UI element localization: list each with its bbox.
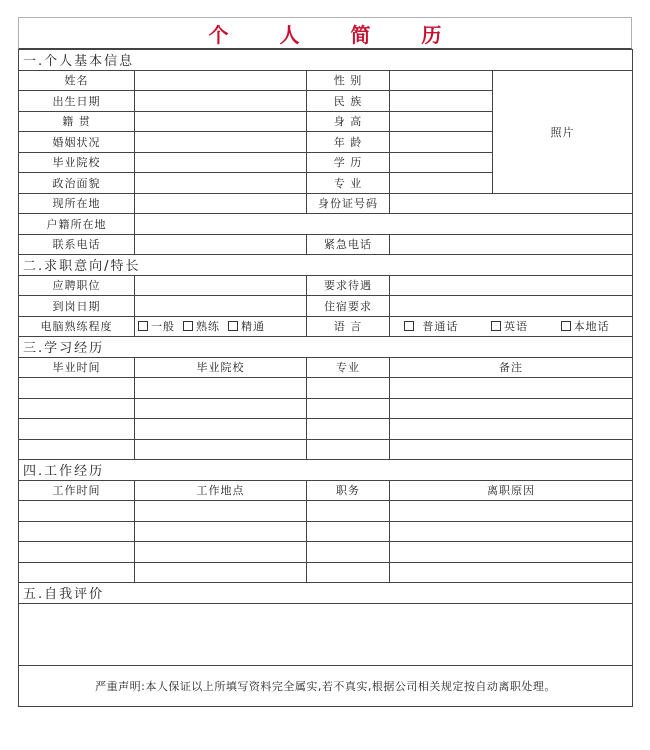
edu-cell[interactable] xyxy=(390,439,633,460)
work-header-time: 工作时间 xyxy=(19,480,135,501)
checkbox-computer-skilled[interactable]: 熟练 xyxy=(183,318,220,334)
work-cell[interactable] xyxy=(307,501,390,522)
work-cell[interactable] xyxy=(390,542,633,563)
field-address[interactable] xyxy=(135,193,307,214)
label-marital: 婚姻状况 xyxy=(19,132,135,153)
edu-row xyxy=(19,398,633,419)
checkbox-icon xyxy=(561,321,571,331)
label-phone: 联系电话 xyxy=(19,234,135,255)
section-basic-info: 一.个人基本信息 xyxy=(19,50,633,71)
work-cell[interactable] xyxy=(307,562,390,583)
field-birth-date[interactable] xyxy=(135,91,307,112)
checkbox-icon xyxy=(138,321,148,331)
checkbox-lang-english[interactable]: 英语 xyxy=(491,318,528,334)
label-political: 政治面貌 xyxy=(19,173,135,194)
field-name[interactable] xyxy=(135,70,307,91)
computer-options xyxy=(135,316,307,337)
work-cell[interactable] xyxy=(19,562,135,583)
title-row xyxy=(18,17,632,49)
edu-row xyxy=(19,439,633,460)
work-row xyxy=(19,521,633,542)
edu-cell[interactable] xyxy=(19,378,135,399)
work-row xyxy=(19,562,633,583)
edu-cell[interactable] xyxy=(135,378,307,399)
checkbox-computer-expert[interactable]: 精通 xyxy=(228,318,265,334)
edu-row xyxy=(19,419,633,440)
work-cell[interactable] xyxy=(19,521,135,542)
edu-cell[interactable] xyxy=(390,378,633,399)
edu-cell[interactable] xyxy=(135,419,307,440)
field-school[interactable] xyxy=(135,152,307,173)
label-emergency: 紧急电话 xyxy=(307,234,390,255)
label-school: 毕业院校 xyxy=(19,152,135,173)
label-gender: 性 别 xyxy=(307,70,390,91)
declaration: 严重声明:本人保证以上所填写资料完全属实,若不真实,根据公司相关规定按自动离职处理。 xyxy=(19,665,633,706)
field-major[interactable] xyxy=(390,173,493,194)
checkbox-icon xyxy=(404,321,414,331)
language-options xyxy=(390,316,633,337)
label-start-date: 到岗日期 xyxy=(19,296,135,317)
label-position: 应聘职位 xyxy=(19,275,135,296)
work-cell[interactable] xyxy=(135,542,307,563)
label-language: 语 言 xyxy=(307,316,390,337)
work-row xyxy=(19,542,633,563)
label-hukou: 户籍所在地 xyxy=(19,214,135,235)
field-age[interactable] xyxy=(390,132,493,153)
checkbox-lang-local[interactable]: 本地话 xyxy=(561,318,610,334)
field-marital[interactable] xyxy=(135,132,307,153)
checkbox-icon xyxy=(183,321,193,331)
label-degree: 学 历 xyxy=(307,152,390,173)
work-cell[interactable] xyxy=(390,521,633,542)
work-cell[interactable] xyxy=(135,501,307,522)
section-self-eval: 五.自我评价 xyxy=(19,583,633,604)
work-cell[interactable] xyxy=(307,521,390,542)
field-position[interactable] xyxy=(135,275,307,296)
field-salary[interactable] xyxy=(390,275,633,296)
label-address: 现所在地 xyxy=(19,193,135,214)
field-gender[interactable] xyxy=(390,70,493,91)
edu-row xyxy=(19,378,633,399)
work-header-location: 工作地点 xyxy=(135,480,307,501)
field-hukou[interactable] xyxy=(135,214,633,235)
field-phone[interactable] xyxy=(135,234,307,255)
label-name: 姓名 xyxy=(19,70,135,91)
label-height: 身 高 xyxy=(307,111,390,132)
label-housing: 住宿要求 xyxy=(307,296,390,317)
edu-header-major: 专业 xyxy=(307,357,390,378)
work-cell[interactable] xyxy=(135,562,307,583)
field-political[interactable] xyxy=(135,173,307,194)
label-birth-date: 出生日期 xyxy=(19,91,135,112)
resume-table xyxy=(18,49,633,707)
checkbox-lang-mandarin[interactable]: 普通话 xyxy=(404,318,458,334)
label-native-place: 籍 贯 xyxy=(19,111,135,132)
edu-cell[interactable] xyxy=(307,439,390,460)
work-cell[interactable] xyxy=(307,542,390,563)
section-intent: 二.求职意向/特长 xyxy=(19,255,633,276)
label-age: 年 龄 xyxy=(307,132,390,153)
edu-cell[interactable] xyxy=(307,378,390,399)
work-cell[interactable] xyxy=(135,521,307,542)
edu-header-notes: 备注 xyxy=(390,357,633,378)
field-start-date[interactable] xyxy=(135,296,307,317)
field-height[interactable] xyxy=(390,111,493,132)
edu-cell[interactable] xyxy=(390,419,633,440)
edu-cell[interactable] xyxy=(19,398,135,419)
resume-sheet xyxy=(18,17,632,707)
work-cell[interactable] xyxy=(19,501,135,522)
checkbox-computer-basic[interactable]: 一般 xyxy=(138,318,175,334)
work-header-title: 职务 xyxy=(307,480,390,501)
edu-cell[interactable] xyxy=(390,398,633,419)
field-degree[interactable] xyxy=(390,152,493,173)
label-id-number: 身份证号码 xyxy=(307,193,390,214)
checkbox-icon xyxy=(228,321,238,331)
work-cell[interactable] xyxy=(390,501,633,522)
field-id-number[interactable] xyxy=(390,193,633,214)
edu-header-time: 毕业时间 xyxy=(19,357,135,378)
edu-cell[interactable] xyxy=(307,398,390,419)
field-native-place[interactable] xyxy=(135,111,307,132)
work-cell[interactable] xyxy=(19,542,135,563)
field-ethnicity[interactable] xyxy=(390,91,493,112)
field-emergency[interactable] xyxy=(390,234,633,255)
edu-cell[interactable] xyxy=(307,419,390,440)
label-major: 专 业 xyxy=(307,173,390,194)
label-computer: 电脑熟练程度 xyxy=(19,316,135,337)
edu-cell[interactable] xyxy=(19,439,135,460)
page-title: 个 人 简 历 xyxy=(208,22,464,47)
work-header-reason: 离职原因 xyxy=(390,480,633,501)
edu-cell[interactable] xyxy=(135,439,307,460)
section-education: 三.学习经历 xyxy=(19,337,633,358)
photo-cell[interactable]: 照片 xyxy=(493,70,633,193)
label-salary: 要求待遇 xyxy=(307,275,390,296)
edu-cell[interactable] xyxy=(135,398,307,419)
section-work: 四.工作经历 xyxy=(19,460,633,481)
work-cell[interactable] xyxy=(390,562,633,583)
self-eval-field[interactable] xyxy=(19,603,633,665)
work-row xyxy=(19,501,633,522)
edu-cell[interactable] xyxy=(19,419,135,440)
edu-header-school: 毕业院校 xyxy=(135,357,307,378)
checkbox-icon xyxy=(491,321,501,331)
field-housing[interactable] xyxy=(390,296,633,317)
label-ethnicity: 民 族 xyxy=(307,91,390,112)
